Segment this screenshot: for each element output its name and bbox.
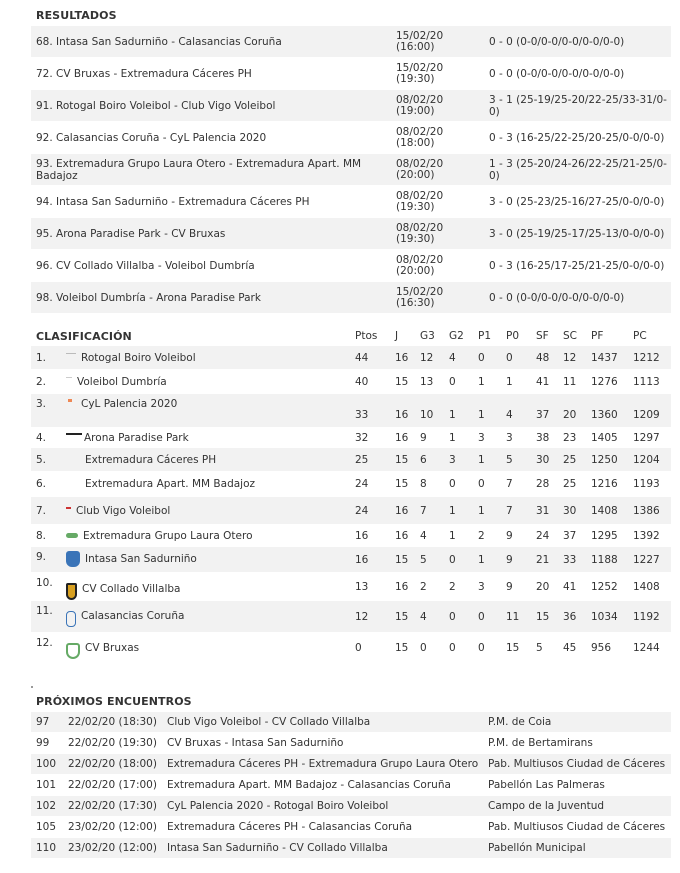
team-stat: 16 <box>395 408 409 421</box>
team-stat: 16 <box>395 580 409 593</box>
result-match[interactable]: 92. Calasancias Coruña - CyL Palencia 2020 <box>36 131 267 144</box>
upcoming-date: 22/02/20 (17:00) <box>68 779 157 791</box>
team-name[interactable]: CV Bruxas <box>85 642 140 654</box>
team-position: 5. <box>36 453 47 466</box>
team-logo-icon <box>66 551 80 567</box>
team-stat: 1250 <box>591 453 618 466</box>
upcoming-date: 23/02/20 (12:00) <box>68 821 157 833</box>
team-stat: 37 <box>563 529 577 542</box>
team-stat: 23 <box>563 431 577 444</box>
upcoming-list <box>31 712 671 859</box>
team-stat: 4 <box>506 408 513 421</box>
team-name[interactable]: Intasa San Sadurniño <box>85 553 197 565</box>
standings-row[interactable] <box>31 633 671 663</box>
team-stat: 5 <box>536 641 543 654</box>
team-position: 4. <box>36 431 47 444</box>
team-stat: 0 <box>478 641 485 654</box>
team-logo-icon <box>66 583 77 600</box>
result-row[interactable] <box>31 186 671 218</box>
result-row[interactable] <box>31 26 671 58</box>
result-row[interactable] <box>31 90 671 122</box>
separator-dot <box>31 686 33 688</box>
upcoming-match[interactable]: CV Bruxas - Intasa San Sadurniño <box>167 737 344 749</box>
result-score: 0 - 0 (0-0/0-0/0-0/0-0/0-0) <box>489 291 625 304</box>
result-score: 0 - 3 (16-25/17-25/21-25/0-0/0-0) <box>489 259 665 272</box>
team-stat: 8 <box>420 478 427 490</box>
team-stat: 1204 <box>633 453 660 466</box>
team-position: 11. <box>36 605 53 617</box>
standings-row[interactable] <box>31 394 671 428</box>
team-stat: 1295 <box>591 529 618 542</box>
team-stat: 7 <box>506 478 513 490</box>
team-stat: 3 <box>506 431 513 444</box>
team-stat: 0 <box>478 478 485 490</box>
team-stat: 3 <box>449 453 456 466</box>
team-stat: 5 <box>420 553 427 566</box>
team-logo-icon <box>68 399 72 402</box>
upcoming-match[interactable]: Intasa San Sadurniño - CV Collado Villalba <box>167 842 388 854</box>
upcoming-match[interactable]: Extremadura Cáceres PH - Calasancias Coruña <box>167 821 413 833</box>
result-row[interactable] <box>31 218 671 250</box>
team-name-cell[interactable] <box>66 505 170 517</box>
team-stat: 11 <box>563 375 577 388</box>
team-stat: 1408 <box>591 504 618 517</box>
result-date <box>396 223 471 245</box>
team-stat: 1 <box>478 553 485 566</box>
upcoming-number: 100 <box>36 758 57 770</box>
team-stat: 13 <box>420 375 434 388</box>
result-date-time: (20:00) <box>396 264 435 277</box>
team-stat: 1405 <box>591 431 618 444</box>
team-stat: 12 <box>563 351 577 364</box>
team-position: 6. <box>36 478 47 490</box>
team-stat: 1437 <box>591 351 618 364</box>
team-name[interactable]: CyL Palencia 2020 <box>81 398 178 410</box>
result-match[interactable]: 94. Intasa San Sadurniño - Extremadura Cáceres PH <box>36 195 310 208</box>
team-stat: 0 <box>449 641 456 654</box>
standings-header-cell: PC <box>633 330 647 342</box>
upcoming-venue: Pab. Multiusos Ciudad de Cáceres <box>488 758 666 770</box>
team-stat: 25 <box>563 453 577 466</box>
team-stat: 41 <box>563 580 577 593</box>
team-stat: 1 <box>478 453 485 466</box>
team-stat: 33 <box>563 553 577 566</box>
team-stat: 1216 <box>591 478 618 490</box>
standings-header-cell: SC <box>563 330 577 342</box>
result-date-day: 08/02/20 <box>396 253 444 266</box>
team-stat: 31 <box>536 504 550 517</box>
upcoming-date: 22/02/20 (19:30) <box>68 737 157 749</box>
team-stat: 12 <box>420 351 434 364</box>
team-stat: 1244 <box>633 641 660 654</box>
upcoming-number: 102 <box>36 800 57 812</box>
upcoming-match[interactable]: Club Vigo Voleibol - CV Collado Villalba <box>167 716 371 728</box>
result-score: 3 - 0 (25-19/25-17/25-13/0-0/0-0) <box>489 227 665 240</box>
team-stat: 1 <box>478 375 485 388</box>
standings-row[interactable] <box>31 497 671 525</box>
team-stat: 24 <box>536 529 550 542</box>
team-position: 9. <box>36 551 47 563</box>
team-stat: 9 <box>506 553 513 566</box>
standings-row[interactable] <box>31 346 671 370</box>
results-list <box>31 26 671 314</box>
result-date-time: (19:30) <box>396 72 435 85</box>
standings-row[interactable] <box>31 370 671 394</box>
team-stat: 1 <box>449 529 456 542</box>
result-date-time: (16:30) <box>396 296 435 309</box>
team-position: 10. <box>36 577 53 589</box>
team-stat: 1276 <box>591 375 618 388</box>
team-stat: 11 <box>506 610 520 623</box>
team-stat: 0 <box>449 375 456 388</box>
team-stat: 3 <box>478 431 485 444</box>
team-logo-icon <box>66 533 78 538</box>
team-stat: 1193 <box>633 478 660 490</box>
team-stat: 1212 <box>633 351 660 364</box>
standings-header-cell: G3 <box>420 330 435 342</box>
standings-header-cell: P0 <box>506 330 520 342</box>
upcoming-venue: P.M. de Coia <box>488 716 552 728</box>
result-date-day: 08/02/20 <box>396 221 444 234</box>
standings-row[interactable] <box>31 448 671 472</box>
team-stat: 1 <box>449 504 456 517</box>
upcoming-number: 99 <box>36 737 50 749</box>
team-stat: 7 <box>506 504 513 517</box>
result-match[interactable]: 91. Rotogal Boiro Voleibol - Club Vigo Voleibol <box>36 99 276 112</box>
team-stat: 20 <box>563 408 577 421</box>
team-stat: 48 <box>536 351 550 364</box>
team-name-cell[interactable] <box>66 454 216 466</box>
team-stat: 1209 <box>633 408 660 421</box>
team-stat: 38 <box>536 431 550 444</box>
team-stat: 956 <box>591 641 612 654</box>
team-stat: 2 <box>449 580 456 593</box>
team-name-cell[interactable] <box>66 551 197 567</box>
standings-row[interactable] <box>31 547 671 573</box>
result-date-day: 08/02/20 <box>396 189 444 202</box>
team-stat: 15 <box>395 478 409 490</box>
team-stat: 15 <box>506 641 520 654</box>
team-stat: 0 <box>420 641 427 654</box>
team-stat: 1 <box>478 504 485 517</box>
standings-header-cell: G2 <box>449 330 464 342</box>
team-stat: 2 <box>478 529 485 542</box>
result-date <box>396 287 471 309</box>
team-logo-icon <box>66 643 80 659</box>
result-date <box>396 159 471 181</box>
team-stat: 15 <box>395 453 409 466</box>
team-stat: 16 <box>395 351 409 364</box>
team-stat: 16 <box>355 529 369 542</box>
team-stat: 13 <box>355 580 369 593</box>
team-stat: 2 <box>420 580 427 593</box>
team-stat: 15 <box>536 610 550 623</box>
result-row[interactable] <box>31 122 671 154</box>
standings-row[interactable] <box>31 428 671 448</box>
team-position: 12. <box>36 637 53 649</box>
team-stat: 20 <box>536 580 550 593</box>
upcoming-row[interactable] <box>31 817 671 838</box>
result-date-day: 08/02/20 <box>396 157 444 170</box>
team-stat: 0 <box>449 553 456 566</box>
team-stat: 37 <box>536 408 550 421</box>
results-section-title: RESULTADOS <box>36 9 117 22</box>
result-date-time: (19:30) <box>396 200 435 213</box>
result-date-time: (16:00) <box>396 40 435 53</box>
upcoming-match[interactable]: Extremadura Cáceres PH - Extremadura Grupo Laura Otero <box>167 758 479 770</box>
team-name[interactable]: Voleibol Dumbría <box>77 375 167 388</box>
upcoming-row[interactable] <box>31 712 671 733</box>
team-stat: 1 <box>449 431 456 444</box>
team-stat: 40 <box>355 375 369 388</box>
standings-header-row <box>31 326 671 346</box>
upcoming-number: 97 <box>36 716 50 728</box>
upcoming-row[interactable] <box>31 754 671 775</box>
team-stat: 0 <box>449 610 456 623</box>
upcoming-match[interactable]: CyL Palencia 2020 - Rotogal Boiro Voleibol <box>167 800 389 812</box>
result-row[interactable] <box>31 154 671 186</box>
team-stat: 0 <box>478 610 485 623</box>
team-stat: 33 <box>355 408 369 421</box>
team-stat: 1386 <box>633 504 660 517</box>
team-position: 2. <box>36 375 47 388</box>
team-stat: 15 <box>395 553 409 566</box>
upcoming-date: 22/02/20 (17:30) <box>68 800 157 812</box>
team-stat: 0 <box>449 478 456 490</box>
team-name[interactable]: Rotogal Boiro Voleibol <box>81 351 196 364</box>
team-logo-icon <box>66 433 82 435</box>
standings-header-cell: PF <box>591 330 604 342</box>
team-stat: 15 <box>395 610 409 623</box>
result-date-day: 15/02/20 <box>396 285 444 298</box>
standings-header-cell: J <box>395 330 399 342</box>
team-name[interactable]: Club Vigo Voleibol <box>76 504 171 517</box>
upcoming-date: 23/02/20 (12:00) <box>68 842 157 854</box>
upcoming-venue: P.M. de Bertamirans <box>488 737 593 749</box>
team-stat: 1113 <box>633 375 660 388</box>
team-name-cell[interactable] <box>66 398 177 410</box>
team-stat: 1188 <box>591 553 618 566</box>
result-date-time: (19:30) <box>396 232 435 245</box>
result-date <box>396 255 471 277</box>
team-position: 8. <box>36 529 47 542</box>
team-stat: 9 <box>506 529 513 542</box>
team-stat: 24 <box>355 504 369 517</box>
standings-section-title: CLASIFICACIÓN <box>36 330 132 343</box>
team-name[interactable]: CV Collado Villalba <box>82 582 181 595</box>
team-name-cell[interactable] <box>66 352 196 364</box>
team-stat: 1252 <box>591 580 618 593</box>
team-stat: 24 <box>355 478 369 490</box>
upcoming-venue: Pab. Multiusos Ciudad de Cáceres <box>488 821 666 833</box>
team-stat: 0 <box>506 351 513 364</box>
result-date <box>396 191 471 213</box>
team-position: 3. <box>36 398 47 410</box>
team-name-cell[interactable] <box>66 376 167 388</box>
upcoming-number: 110 <box>36 842 57 854</box>
upcoming-venue: Pabellón Las Palmeras <box>488 779 605 791</box>
result-score: 1 - 3 (25-20/24-26/22-25/21-25/0-0) <box>489 157 667 182</box>
team-stat: 16 <box>395 529 409 542</box>
team-position: 1. <box>36 351 47 364</box>
result-date-time: (20:00) <box>396 168 435 181</box>
result-date-day: 08/02/20 <box>396 125 444 138</box>
team-stat: 7 <box>420 504 427 517</box>
result-date <box>396 31 471 53</box>
team-stat: 9 <box>506 580 513 593</box>
result-row[interactable] <box>31 250 671 282</box>
team-stat: 1 <box>449 408 456 421</box>
team-stat: 15 <box>395 641 409 654</box>
standings-header-cell: SF <box>536 330 549 342</box>
upcoming-row[interactable] <box>31 838 671 859</box>
result-match[interactable]: 95. Arona Paradise Park - CV Bruxas <box>36 227 226 240</box>
result-match[interactable]: 68. Intasa San Sadurniño - Calasancias Coruña <box>36 35 282 48</box>
result-score: 0 - 3 (16-25/22-25/20-25/0-0/0-0) <box>489 131 665 144</box>
result-date <box>396 95 471 117</box>
team-stat: 28 <box>536 478 550 490</box>
team-stat: 25 <box>563 478 577 490</box>
team-stat: 32 <box>355 431 369 444</box>
result-match[interactable]: 96. CV Collado Villalba - Voleibol Dumbría <box>36 259 255 272</box>
team-name-cell[interactable] <box>66 530 253 542</box>
team-stat: 4 <box>449 351 456 364</box>
result-match[interactable]: 93. Extremadura Grupo Laura Otero - Extremadura Apart. MM Badajoz <box>36 157 362 182</box>
result-score: 0 - 0 (0-0/0-0/0-0/0-0/0-0) <box>489 35 625 48</box>
upcoming-date: 22/02/20 (18:30) <box>68 716 157 728</box>
result-match[interactable]: 72. CV Bruxas - Extremadura Cáceres PH <box>36 67 252 80</box>
team-stat: 1192 <box>633 610 660 623</box>
upcoming-row[interactable] <box>31 796 671 817</box>
team-stat: 36 <box>563 610 577 623</box>
team-stat: 6 <box>420 453 427 466</box>
team-stat: 16 <box>395 504 409 517</box>
upcoming-number: 105 <box>36 821 57 833</box>
standings-header-cell: Ptos <box>355 330 378 342</box>
team-name[interactable]: Arona Paradise Park <box>84 431 189 444</box>
result-date-day: 08/02/20 <box>396 93 444 106</box>
result-date <box>396 127 471 149</box>
result-date-time: (19:00) <box>396 104 435 117</box>
team-stat: 5 <box>506 453 513 466</box>
result-date-day: 15/02/20 <box>396 29 444 42</box>
result-score: 3 - 0 (25-23/25-16/27-25/0-0/0-0) <box>489 195 665 208</box>
result-score: 3 - 1 (25-19/25-20/22-25/33-31/0-0) <box>489 93 667 118</box>
team-stat: 1408 <box>633 580 660 593</box>
result-date-time: (18:00) <box>396 136 435 149</box>
team-logo-icon <box>66 353 76 357</box>
standings-row[interactable] <box>31 472 671 497</box>
result-row[interactable] <box>31 282 671 314</box>
team-stat: 4 <box>420 529 427 542</box>
team-name[interactable]: Extremadura Grupo Laura Otero <box>83 529 253 542</box>
team-stat: 3 <box>478 580 485 593</box>
standings-row[interactable] <box>31 573 671 601</box>
team-stat: 1227 <box>633 553 660 566</box>
team-stat: 12 <box>355 610 369 623</box>
standings-row[interactable] <box>31 525 671 547</box>
team-stat: 30 <box>536 453 550 466</box>
result-date-day: 15/02/20 <box>396 61 444 74</box>
team-logo-icon <box>66 611 76 627</box>
team-name[interactable]: Extremadura Apart. MM Badajoz <box>85 478 256 490</box>
team-stat: 0 <box>478 351 485 364</box>
team-logo-icon <box>66 507 71 509</box>
team-stat: 1297 <box>633 431 660 444</box>
standings-table <box>31 326 671 663</box>
team-position: 7. <box>36 504 47 517</box>
result-row[interactable] <box>31 58 671 90</box>
standings-header-cell: P1 <box>478 330 492 342</box>
result-match[interactable]: 98. Voleibol Dumbría - Arona Paradise Park <box>36 291 261 304</box>
team-name[interactable]: Calasancias Coruña <box>81 610 185 622</box>
result-date <box>396 63 471 85</box>
team-logo-icon <box>66 377 72 381</box>
result-score: 0 - 0 (0-0/0-0/0-0/0-0/0-0) <box>489 67 625 80</box>
team-stat: 30 <box>563 504 577 517</box>
upcoming-match[interactable]: Extremadura Apart. MM Badajoz - Calasancias Coruña <box>167 779 451 791</box>
team-stat: 44 <box>355 351 369 364</box>
team-stat: 41 <box>536 375 550 388</box>
upcoming-row[interactable] <box>31 775 671 796</box>
team-stat: 16 <box>355 553 369 566</box>
team-name[interactable]: Extremadura Cáceres PH <box>85 453 217 466</box>
upcoming-number: 101 <box>36 779 57 791</box>
team-stat: 1 <box>506 375 513 388</box>
upcoming-venue: Pabellón Municipal <box>488 842 586 854</box>
team-name-cell[interactable] <box>66 637 139 659</box>
team-name-cell[interactable] <box>66 577 180 600</box>
team-stat: 9 <box>420 431 427 444</box>
upcoming-date: 22/02/20 (18:00) <box>68 758 157 770</box>
team-stat: 21 <box>536 553 550 566</box>
team-stat: 10 <box>420 408 434 421</box>
team-stat: 1 <box>478 408 485 421</box>
team-stat: 0 <box>355 641 362 654</box>
team-stat: 1360 <box>591 408 618 421</box>
upcoming-section-title: PRÓXIMOS ENCUENTROS <box>36 695 192 708</box>
team-stat: 16 <box>395 431 409 444</box>
team-stat: 1392 <box>633 529 660 542</box>
team-stat: 25 <box>355 453 369 466</box>
team-name-cell[interactable] <box>66 605 184 627</box>
standings-row[interactable] <box>31 601 671 633</box>
upcoming-venue: Campo de la Juventud <box>488 800 605 812</box>
team-stat: 15 <box>395 375 409 388</box>
team-name-cell[interactable] <box>66 478 255 490</box>
team-stat: 45 <box>563 641 577 654</box>
team-name-cell[interactable] <box>66 432 189 444</box>
upcoming-row[interactable] <box>31 733 671 754</box>
team-stat: 1034 <box>591 610 618 623</box>
team-stat: 4 <box>420 610 427 623</box>
